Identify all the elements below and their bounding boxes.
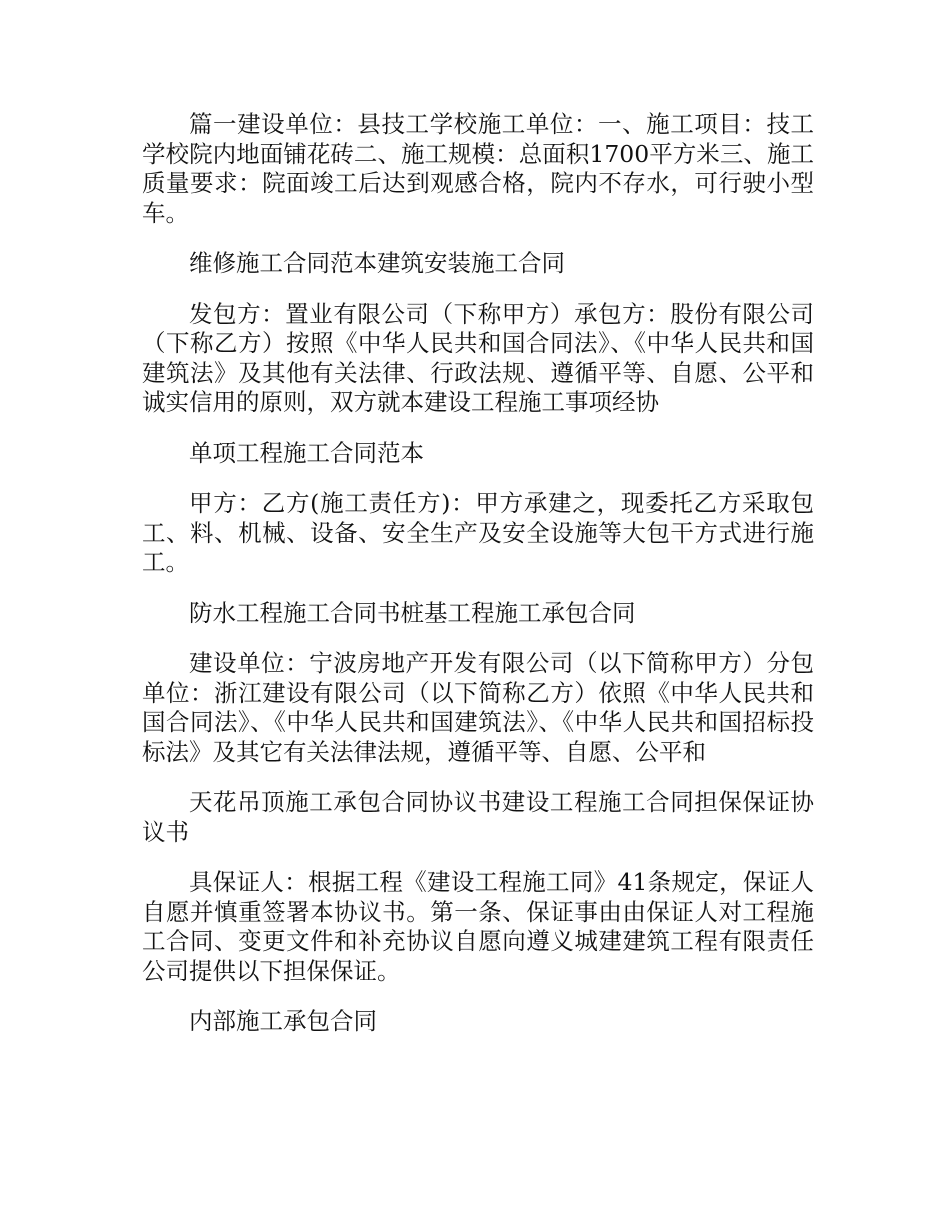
paragraph-9: 具保证人：根据工程《建设工程施工同》41条规定，保证人自愿并慎重签署本协议书。第一条、保证事由由保证人对工程施工合同、变更文件和补充协议自愿向遵义城建建筑工程有限责任公司提供以下担保保证。	[142, 868, 814, 985]
paragraph-4-heading: 单项工程施工合同范本	[189, 438, 424, 467]
paragraph-6-heading: 防水工程施工合同书桩基工程施工承包合同	[189, 598, 636, 627]
paragraph-5: 甲方：乙方(施工责任方)：甲方承建之，现委托乙方采取包工、料、机械、设备、安全生产及安全设施等大包干方式进行施工。	[142, 489, 814, 576]
paragraph-7: 建设单位：宁波房地产开发有限公司（以下简称甲方）分包单位：浙江建设有限公司（以下简称乙方）依照《中华人民共和国合同法》、《中华人民共和国建筑法》、《中华人民共和国招标投标法》及其它有关法律法规，遵循平等、自愿、公平和	[142, 649, 814, 766]
paragraph-2-heading: 维修施工合同范本建筑安装施工合同	[189, 249, 565, 277]
paragraph-8-heading: 天花吊顶施工承包合同协议书建设工程施工合同担保保证协议书	[142, 788, 814, 846]
paragraph-1: 篇一建设单位：县技工学校施工单位：一、施工项目：技工学校院内地面铺花砖二、施工规模：总面积1700平方米三、施工质量要求：院面竣工后达到观感合格，院内不存水，可行驶小型车。	[142, 110, 814, 227]
paragraph-10-heading: 内部施工承包合同	[189, 1007, 377, 1035]
paragraph-3: 发包方：置业有限公司（下称甲方）承包方：股份有限公司（下称乙方）按照《中华人民共和国合同法》、《中华人民共和国建筑法》及其他有关法律、行政法规、遵循平等、自愿、公平和诚实信用的原则，双方就本建设工程施工事项经协	[142, 299, 814, 416]
document-body	[142, 110, 814, 1058]
